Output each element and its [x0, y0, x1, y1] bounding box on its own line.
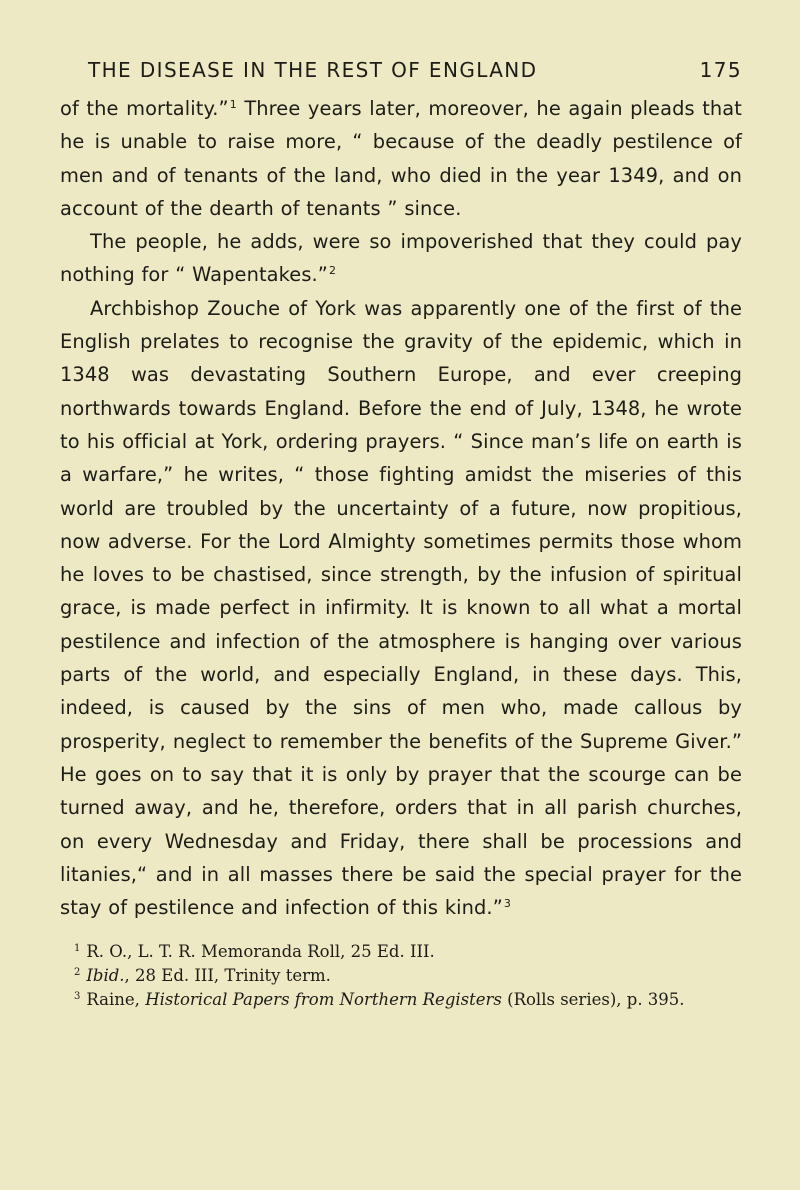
- footnote-3: [60, 988, 742, 1012]
- footnotes: [60, 940, 742, 1012]
- running-head-title: THE DISEASE IN THE REST OF ENGLAND: [88, 58, 538, 82]
- footnote-3-pre: Raine,: [86, 990, 146, 1010]
- page-number: 175: [699, 58, 742, 82]
- book-page: [60, 58, 742, 1012]
- body-text: [60, 92, 742, 924]
- footnote-ref-3: 3: [503, 896, 511, 910]
- paragraph-3: [60, 292, 742, 925]
- footnote-2-number: 2: [74, 966, 81, 978]
- footnote-ref-1: 1: [229, 97, 237, 111]
- footnote-1-text: R. O., L. T. R. Memoranda Roll, 25 Ed. III.: [86, 942, 435, 962]
- footnote-2-text: , 28 Ed. III, Trinity term.: [124, 966, 331, 986]
- footnote-3-text: (Rolls series), p. 395.: [501, 990, 685, 1010]
- footnote-1-number: 1: [74, 942, 81, 954]
- paragraph-3-text: Archbishop Zouche of York was apparently one of the first of the English prelates to recognise the gravity of the epidemic, which in 1348 was devastating Southern Europe, and ever creeping northwards towards England. Before the end of July, 1348, he wrote to his official at York, ordering prayers. “ Since man’s life on earth is a warfare,” he writes, “ those fighting amidst the miseries of this world are troubled by the uncertainty of a future, now propitious, now adverse. For the Lord Almighty sometimes permits those whom he loves to be chastised, since strength, by the infusion of spiritual grace, is made perfect in infirmity. It is known to all what a mortal pestilence and infection of the atmosphere is hanging over various parts of the world, and especially England, in these days. This, indeed, is caused by the sins of men who, made callous by prosperity, neglect to remember the benefits of the Supreme Giver.” He goes on to say that it is only by prayer that the scourge can be turned away, and he, therefore, orders that in all parish churches, on every Wednesday and Friday, there shall be processions and litanies,“ and in all masses there be said the special prayer for the stay of pestilence and infection of this kind.”: [60, 296, 742, 920]
- footnote-1: [60, 940, 742, 964]
- running-head: [88, 58, 742, 92]
- footnote-ref-2: 2: [328, 264, 337, 278]
- paragraph-1: [60, 92, 742, 225]
- footnote-3-number: 3: [74, 990, 81, 1002]
- paragraph-1-text-b: Three years later, moreover, he again pleads that he is unable to raise more, “ because of the deadly pestilence of men and of tenants of the land, who died in the year 1349, and on account of the dearth of tenants ” since.: [60, 97, 742, 220]
- footnote-3-italic: Historical Papers from Northern Registers: [145, 990, 502, 1010]
- paragraph-2-text: The people, he adds, were so impoverished that they could pay nothing for “ Wapentakes.”: [60, 230, 742, 287]
- footnote-2-italic: Ibid.: [86, 966, 125, 986]
- footnote-2: [60, 964, 742, 988]
- paragraph-1-text-a: of the mortality.”: [60, 97, 229, 120]
- paragraph-2: [60, 225, 742, 292]
